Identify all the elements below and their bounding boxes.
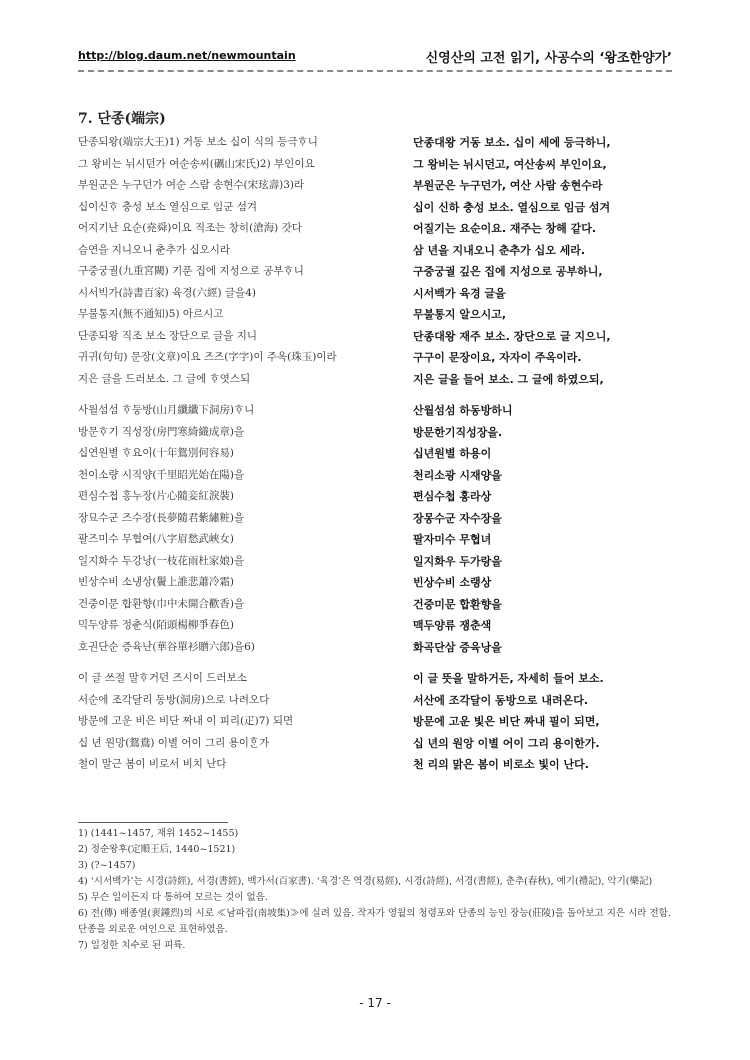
original-text: 단종되왕 직조 보소 장단으로 글을 지니 [78,329,257,342]
header-divider [78,70,672,72]
poem-line [78,304,678,326]
original-text: 믹두양류 정춘식(陌頭楊柳爭春色) [78,619,235,631]
blog-url-link[interactable]: http://blog.daum.net/newmountain [78,49,296,62]
poem-line [78,240,678,262]
modern-translation: 산월섬섬 하동방하니 [413,404,513,417]
original-text: 철이 말근 봄이 비로서 비치 난다 [78,758,227,770]
original-text: 장묘수군 즈수장(長夢隨君紫繡粧)을 [78,511,245,524]
original-text: 단종되왕(端宗大王)1) 거동 보소 십이 식의 등극ᄒᆞ니 [78,136,318,148]
poem-line [78,711,678,733]
section-title: 7. 단종(端宗) [78,111,166,127]
footnote-item: 3) (?~1457) [78,860,136,871]
modern-translation: 일지화우 두가랑을 [413,554,502,568]
modern-translation: 단종대왕 재주 보소. 장단으로 글 지으니, [413,329,611,343]
original-text: 건중이문 합환향(巾中未開合歡香)을 [78,597,245,610]
modern-translation: 맥두양류 쟁춘색 [413,619,492,632]
original-text: 사월섬섬 ᄒᆞ둥방(山月纖纖下洞房)ᄒᆞ니 [78,404,255,416]
poem-line [78,551,678,573]
original-text: 이 글 쓰절 말ᄒᆞ거던 즈시이 드러보소 [78,672,247,684]
poem-line [78,690,678,712]
poem-line [78,615,678,637]
modern-translation: 장몽수군 자수장을 [413,511,502,525]
footnote-item: 5) 무슨 일이든지 다 통하여 모르는 것이 없음. [78,892,268,903]
modern-translation: 십 년의 원앙 이별 어이 그리 용이한가. [413,736,600,750]
original-text: 편심수첩 홍누장(片心隨妾紅淚裝) [78,490,235,502]
original-text: 방문ᄒᆞ기 직성장(房門寒綺織成章)을 [78,425,245,438]
modern-translation: 빈상수비 소랭상 [413,576,492,589]
poem-line [78,443,678,465]
modern-translation: 지은 글을 들어 보소. 그 글에 하였으되, [413,372,604,386]
poem-body [78,132,678,776]
modern-translation: 화곡단삼 증육낭을 [413,640,502,654]
modern-translation: 방문에 고운 빛은 비단 짜내 필이 되면, [413,715,600,728]
stanza-gap [78,658,678,668]
modern-translation: 이 글 뜻을 말하거든, 자세히 들어 보소. [413,672,604,685]
poem-line [78,486,678,508]
poem-line [78,218,678,240]
modern-translation: 십이 신하 충성 보소. 열심으로 임금 섬겨 [413,200,611,214]
modern-translation: 그 왕비는 뉘시던고, 여산송씨 부인이요, [413,157,607,171]
modern-translation: 구구이 문장이요, 자자이 주옥이라. [413,351,582,364]
stanza-gap [78,390,678,400]
modern-translation: 서산에 조각달이 동방으로 내려온다. [413,693,589,707]
poem-line [78,326,678,348]
modern-translation: 천 리의 맑은 봄이 비로소 빛이 난다. [413,758,589,771]
modern-translation: 팔자미수 무협녀 [413,533,492,546]
page-header [78,47,672,67]
original-text: 구중궁궐(九重宮闕) 기푼 집에 지성으로 공부ᄒᆞ니 [78,265,304,277]
footnote-item: 4) ‘시서백가’는 시경(詩經), 서경(書經), 백가서(百家書). ‘육경’은 역경(易經), 시경(詩經), 서경(書經), 춘추(春秋), 예기(禮記), 악기(樂記) [78,876,653,887]
footnote-item: 6) 전(傳) 배종열(裵鍾烈)의 시로 ≪남파집(南坡集)≫에 실려 있음. 작자가 영월의 청령포와 단종의 능인 장능(莊陵)을 돌아보고 지은 시라 전함. 단종을 외로운 여인으로 표현하였음. [78,908,671,935]
poem-line [78,668,678,690]
modern-translation: 천리소광 시재양을 [413,468,502,482]
modern-translation: 부원군은 누구던가, 여산 사람 송현수라 [413,179,603,192]
original-text: 시서빅가(詩書百家) 육경(六經) 글을4) [78,286,256,299]
original-text: 지은 글을 드러보소. 그 글에 ᄒᆞ엿스되 [78,372,251,385]
original-text: 슴연을 지니오니 춘추가 십오시라 [78,243,231,256]
original-text: 십 년 원망(鴛鴦) 이별 어이 그리 용이ᄒᆞᆫ가 [78,736,270,749]
header-title: 신영산의 고전 읽기, 사공수의 ‘왕조한양가’ [425,51,672,66]
modern-translation: 편심수첩 홍라상 [413,490,492,503]
modern-translation: 십년원별 하용이 [413,447,492,460]
original-text: 십연원별 ᄒᆞ요이(十年鴛別何容易) [78,447,235,459]
poem-line [78,754,678,776]
original-text: 팔즈미수 무협여(八字眉愁武峽女) [78,533,235,545]
poem-line [78,132,678,154]
original-text: 십이신ᄒᆞ 충성 보소 열심으로 임군 섬겨 [78,200,257,213]
original-text: 호권단순 증육난(華谷單衫贈六郎)을6) [78,640,255,653]
poem-line [78,347,678,369]
poem-line [78,175,678,197]
modern-translation: 단종대왕 거동 보소. 십이 세에 등극하니, [413,136,611,149]
poem-line [78,422,678,444]
footnotes [78,826,678,954]
original-text: 그 왕비는 뉘시던가 여순송씨(礪山宋氏)2) 부인이요 [78,157,315,170]
original-text: 빈상수비 소냉상(鬢上誰悲蕭冷霜) [78,576,235,588]
poem-line [78,283,678,305]
original-text: 귀귀(句句) 문장(文章)이요 즈즈(字字)이 주옥(珠玉)이라 [78,351,337,363]
poem-line [78,154,678,176]
page-number: - 17 - [359,996,391,1010]
poem-line [78,637,678,659]
original-text: 무불통지(無不通知)5) 아르시고 [78,308,224,320]
poem-line [78,261,678,283]
footnote-item: 7) 일정한 치수로 된 피륙. [78,940,186,951]
original-text: 부원군은 누구던가 여순 스람 송현수(宋玹壽)3)라 [78,179,305,191]
poem-line [78,465,678,487]
poem-line [78,572,678,594]
footnote-item: 1) (1441~1457, 재위 1452~1455) [78,828,239,839]
poem-line [78,197,678,219]
modern-translation: 어질기는 요순이요. 재주는 창해 같다. [413,222,597,235]
modern-translation: 시서백가 육경 글을 [413,286,506,300]
modern-translation: 방문한기직성장을. [413,425,503,439]
modern-translation: 구중궁궐 깊은 집에 지성으로 공부하니, [413,265,603,278]
modern-translation: 삼 년을 지내오니 춘추가 십오 세라. [413,243,586,257]
poem-line [78,594,678,616]
original-text: 일지화수 두강낭(一枝花雨杜家娘)을 [78,554,245,567]
original-text: 서순에 조각달리 동방(洞房)으로 나려오다 [78,693,270,706]
original-text: 천이소량 시직양(千里昭光始在陽)을 [78,468,245,481]
poem-line [78,733,678,755]
modern-translation: 무불통지 알으시고, [413,308,507,321]
modern-translation: 건중미문 합환향을 [413,597,502,611]
footnote-item: 2) 정순왕후(定順王后, 1440~1521) [78,844,236,855]
poem-line [78,529,678,551]
footnote-divider [78,822,228,823]
original-text: 방문에 고운 비은 비단 짜내 이 피리(疋)7) 되면 [78,715,294,727]
poem-line [78,369,678,391]
original-text: 어지기난 요순(堯舜)이요 직조는 창히(滄海) 갓다 [78,222,302,234]
poem-line [78,508,678,530]
poem-line [78,400,678,422]
